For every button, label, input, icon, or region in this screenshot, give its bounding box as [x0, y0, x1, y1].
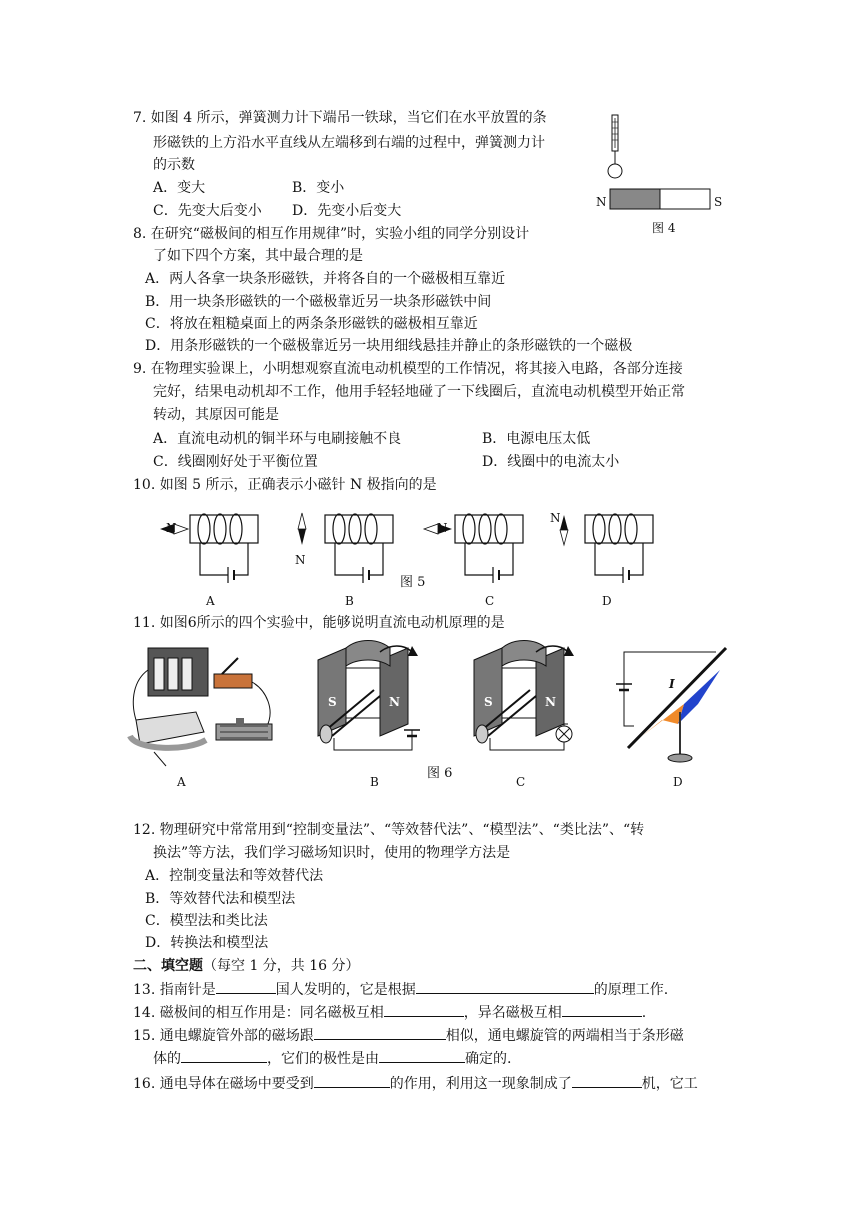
figure-6d-current-label: I [669, 677, 675, 691]
q15-part-1: 15. 通电螺旋管外部的磁场跟 [133, 1028, 314, 1044]
section-2-title: 二、填空题 [133, 958, 203, 974]
q7-line-3: 的示数 [153, 157, 195, 173]
q8-option-a: A．两人各拿一块条形磁铁，并将各自的一个磁极相互靠近 [145, 271, 506, 287]
figure-5-label-b: B [345, 594, 354, 608]
q14-part-2: ，异名磁极互相 [463, 1005, 562, 1021]
figure-6b-n-label: N [389, 695, 400, 709]
figure-4-caption: 图 4 [652, 221, 676, 235]
q16-part-2: 的作用，利用这一现象制成了 [389, 1076, 572, 1092]
q15-line-1 [133, 1025, 684, 1046]
q15-blank-1[interactable] [314, 1025, 446, 1040]
q9-line-2: 完好，结果电动机却不工作，他用手轻轻地碰了一下线圈后，直流电动机模型开始正常 [153, 384, 685, 400]
q14-blank-2[interactable] [562, 1002, 642, 1017]
figure-4-spring-scale-magnet [590, 112, 730, 232]
q12-option-b: B．等效替代法和模型法 [145, 891, 296, 907]
figure-6a-apparatus [126, 640, 286, 770]
q16-part-1: 16. 通电导体在磁场中要受到 [133, 1076, 314, 1092]
q15-part-4: ，它们的极性是由 [267, 1051, 379, 1067]
figure-5-n-label-d: N [550, 511, 561, 525]
q16-blank-1[interactable] [314, 1073, 390, 1088]
q13-blank-1[interactable] [216, 979, 276, 994]
q8-option-b: B．用一块条形磁铁的一个磁极靠近另一块条形磁铁中间 [145, 294, 492, 310]
figure-5-label-a: A [206, 594, 215, 608]
figure-5-label-c: C [485, 594, 495, 608]
q15-part-3: 体的 [153, 1051, 181, 1067]
q9-option-d: D．线圈中的电流太小 [482, 454, 620, 470]
q8-line-1: 8. 在研究“磁极间的相互作用规律”时，实验小组的同学分别设计 [133, 226, 530, 242]
section-2-heading [133, 956, 360, 976]
q14-blank-1[interactable] [384, 1002, 464, 1017]
q9-option-b: B．电源电压太低 [482, 431, 591, 447]
q13-part-2: 国人发明的，它是根据 [275, 982, 416, 998]
figure-4-n-label: N [596, 195, 607, 209]
q9-option-c: C．线圈刚好处于平衡位置 [153, 454, 318, 470]
q8-option-c: C．将放在粗糙桌面上的两条条形磁铁的磁极相互靠近 [145, 316, 478, 332]
figure-6-label-a: A [177, 775, 186, 789]
figure-5-n-label-a: N [166, 521, 177, 535]
figure-5-label-d: D [602, 594, 612, 608]
q9-line-1: 9. 在物理实验课上，小明想观察直流电动机模型的工作情况，将其接入电路，各部分连接 [133, 361, 683, 377]
q14-line [133, 1002, 646, 1023]
figure-5-solenoids [150, 505, 670, 585]
q7-option-a: A．变大 [153, 180, 206, 196]
q12-option-d: D．转换法和模型法 [145, 935, 269, 951]
section-2-note: （每空 1 分，共 16 分） [203, 958, 360, 974]
figure-5-caption: 图 5 [400, 575, 426, 590]
figure-6d-oersted [606, 640, 746, 770]
q12-option-a: A．控制变量法和等效替代法 [145, 868, 324, 884]
q15-part-2: 相似，通电螺旋管的两端相当于条形磁 [445, 1028, 684, 1044]
figure-6-label-b: B [370, 775, 379, 789]
q14-part-1: 14. 磁极间的相互作用是：同名磁极互相 [133, 1005, 384, 1021]
q7-option-d: D．先变小后变大 [292, 203, 402, 219]
figure-6-caption: 图 6 [427, 766, 453, 781]
q15-line-2 [153, 1048, 511, 1069]
q8-option-d: D．用条形磁铁的一个磁极靠近另一块用细线悬挂并静止的条形磁铁的一个磁极 [145, 338, 633, 354]
q8-line-2: 了如下四个方案，其中最合理的是 [153, 248, 363, 264]
q16-blank-2[interactable] [572, 1073, 642, 1088]
q12-line-1: 12. 物理研究中常常用到“控制变量法”、“等效替代法”、“模型法”、“类比法”、“转 [133, 822, 645, 838]
figure-6b-s-label: S [328, 695, 337, 709]
figure-6c-s-label: S [484, 695, 493, 709]
q13-part-3: 的原理工作. [593, 982, 669, 998]
q16-part-3: 机，它工 [641, 1076, 698, 1092]
q16-line [133, 1073, 698, 1094]
figure-5-n-label-b: N [295, 553, 306, 567]
q7-line-2: 形磁铁的上方沿水平直线从左端移到右端的过程中，弹簧测力计 [153, 135, 545, 151]
q12-option-c: C．模型法和类比法 [145, 913, 268, 929]
q9-line-3: 转动，其原因可能是 [153, 407, 279, 423]
q15-blank-3[interactable] [379, 1048, 465, 1063]
q7-line-1: 7. 如图 4 所示，弹簧测力计下端吊一铁球，当它们在水平放置的条 [133, 110, 547, 126]
q7-option-c: C．先变大后变小 [153, 203, 262, 219]
q7-option-b: B．变小 [292, 180, 345, 196]
figure-6-label-c: C [516, 775, 526, 789]
figure-5-n-label-c: N [437, 521, 448, 535]
q14-part-3: . [641, 1005, 647, 1021]
figure-6-label-d: D [673, 775, 683, 789]
q10-stem: 10. 如图 5 所示，正确表示小磁针 N 极指向的是 [133, 477, 437, 493]
q13-part-1: 13. 指南针是 [133, 982, 216, 998]
q13-blank-2[interactable] [416, 979, 594, 994]
q12-line-2: 换法”等方法，我们学习磁场知识时，使用的物理学方法是 [153, 845, 511, 861]
q15-blank-2[interactable] [181, 1048, 267, 1063]
q9-option-a: A．直流电动机的铜半环与电刷接触不良 [153, 431, 402, 447]
figure-6c-n-label: N [545, 695, 556, 709]
q15-part-5: 确定的. [465, 1051, 512, 1067]
q11-stem: 11. 如图6所示的四个实验中，能够说明直流电动机原理的是 [133, 615, 505, 631]
q13-line [133, 979, 668, 1000]
figure-4-s-label: S [714, 195, 723, 209]
